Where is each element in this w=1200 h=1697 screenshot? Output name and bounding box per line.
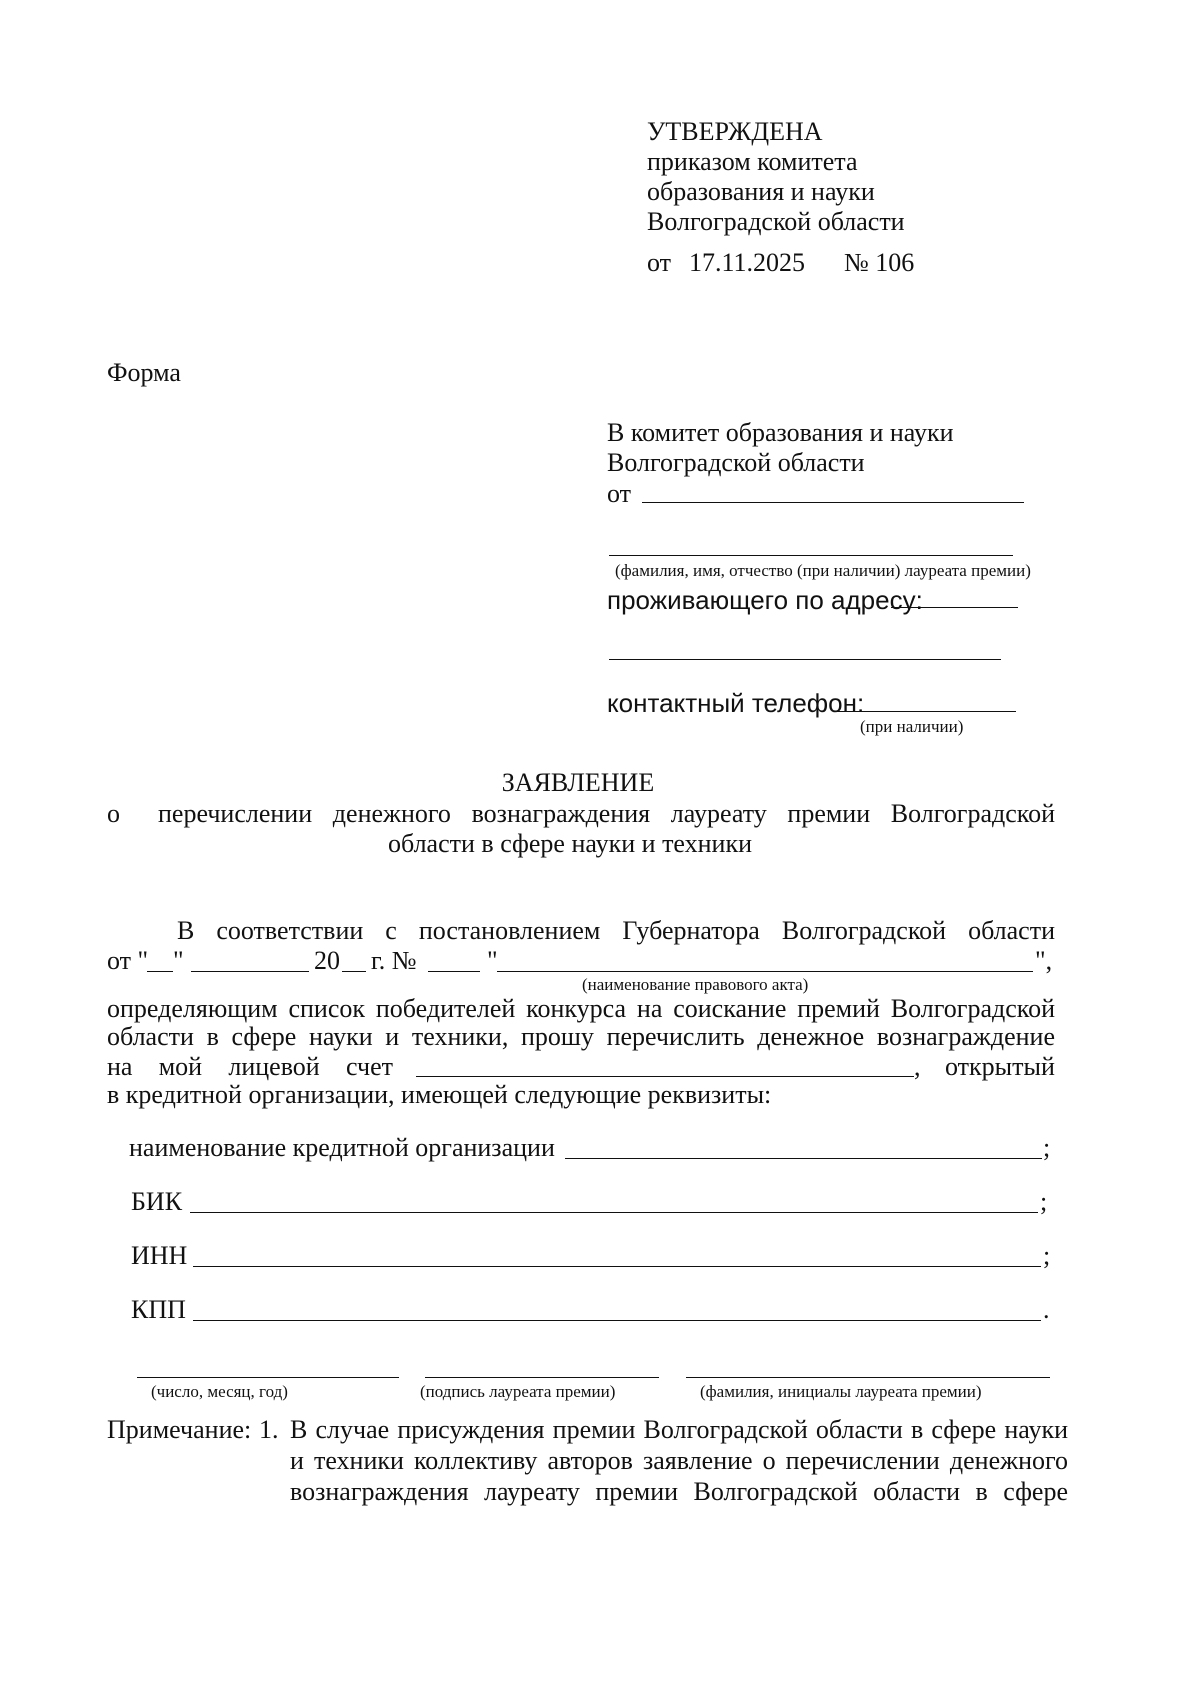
body-line-6: в кредитной организации, имеющей следующие реквизиты: [107, 1080, 772, 1109]
body-line-2-close-quote: ", [1035, 946, 1053, 975]
kpp-period: . [1043, 1295, 1050, 1324]
account-field-line[interactable] [416, 1076, 914, 1077]
form-label: Форма [107, 358, 181, 387]
phone-field-line[interactable] [834, 711, 1016, 712]
act-number-field-line[interactable] [428, 971, 480, 972]
body-line-5-b: открытый [945, 1052, 1055, 1081]
body-line-2-g: г. № [371, 946, 417, 975]
act-name-field-line[interactable] [497, 971, 1033, 972]
approval-title: УТВЕРЖДЕНА [647, 117, 823, 146]
statement-subtitle-o: о [107, 799, 120, 828]
act-caption: (наименование правового акта) [582, 975, 809, 994]
inn-semicolon: ; [1043, 1241, 1051, 1270]
body-line-2-open-quote: " [487, 946, 498, 975]
sign-caption: (подпись лауреата премии) [420, 1382, 616, 1401]
approval-number: № 106 [844, 248, 915, 277]
bik-label: БИК [131, 1187, 183, 1216]
inn-field-line[interactable] [193, 1266, 1041, 1267]
fio-field-line[interactable] [609, 555, 1013, 556]
date-caption: (число, месяц, год) [151, 1382, 288, 1401]
month-field-line[interactable] [191, 971, 309, 972]
phone-label: контактный телефон: [607, 688, 865, 718]
from-label: от [607, 479, 632, 508]
fio-caption: (фамилия, имя, отчество (при наличии) лауреата премии) [615, 561, 1031, 580]
bik-semicolon: ; [1040, 1187, 1048, 1216]
body-line-2-20: 20 [314, 946, 340, 975]
note-number: 1. [259, 1415, 279, 1444]
body-line-5-comma: , [914, 1052, 921, 1081]
approval-date: 17.11.2025 [689, 248, 806, 277]
year-field-line[interactable] [342, 971, 366, 972]
note-label: Примечание: [107, 1415, 252, 1444]
kpp-field-line[interactable] [193, 1320, 1041, 1321]
statement-subtitle-line-2: области в сфере науки и техники [388, 829, 752, 858]
bank-semicolon: ; [1043, 1133, 1051, 1162]
note-line-1: В случае присуждения премии Волгоградской области в сфере науки [290, 1415, 1068, 1444]
inn-label: ИНН [131, 1241, 188, 1270]
body-line-3: определяющим список победителей конкурса на соискание премий Волгоградской [107, 994, 1055, 1023]
body-line-2-ot: от " [107, 946, 149, 975]
body-line-2-quote: " [173, 946, 184, 975]
body-line-1: В соответствии с постановлением Губернатора Волгоградской области [177, 916, 1055, 945]
statement-subtitle-line-1: перечислении денежного вознаграждения лауреату премии Волгоградской [158, 799, 1055, 828]
approval-line-1: приказом комитета [647, 147, 858, 176]
approval-line-3: Волгоградской области [647, 207, 905, 236]
address-field-line[interactable] [891, 607, 1018, 608]
date-signature-line[interactable] [137, 1377, 399, 1378]
approval-line-2: образования и науки [647, 177, 875, 206]
body-line-4: области в сфере науки и техники, прошу перечислить денежное вознаграждение [107, 1022, 1055, 1051]
from-field-line[interactable] [642, 502, 1024, 503]
bik-field-line[interactable] [190, 1212, 1038, 1213]
phone-caption: (при наличии) [860, 717, 964, 736]
address-label: проживающего по адресу: [607, 585, 923, 615]
day-field-line[interactable] [147, 971, 173, 972]
sign-signature-line[interactable] [425, 1377, 659, 1378]
note-line-2: и техники коллективу авторов заявление о перечислении денежного [290, 1446, 1068, 1475]
name-caption: (фамилия, инициалы лауреата премии) [700, 1382, 982, 1401]
name-signature-line[interactable] [686, 1377, 1050, 1378]
bank-field-line[interactable] [565, 1158, 1042, 1159]
body-line-5-a: на мой лицевой счет [107, 1052, 393, 1081]
statement-title: ЗАЯВЛЕНИЕ [501, 768, 655, 797]
addressee-line-2: Волгоградской области [607, 448, 865, 477]
addressee-line-1: В комитет образования и науки [607, 418, 954, 447]
approval-date-prefix: от [647, 248, 672, 277]
address-field-line-2[interactable] [609, 659, 1001, 660]
note-line-3: вознаграждения лауреату премии Волгоградской области в сфере [290, 1477, 1068, 1506]
bank-label: наименование кредитной организации [129, 1133, 555, 1162]
kpp-label: КПП [131, 1295, 186, 1324]
